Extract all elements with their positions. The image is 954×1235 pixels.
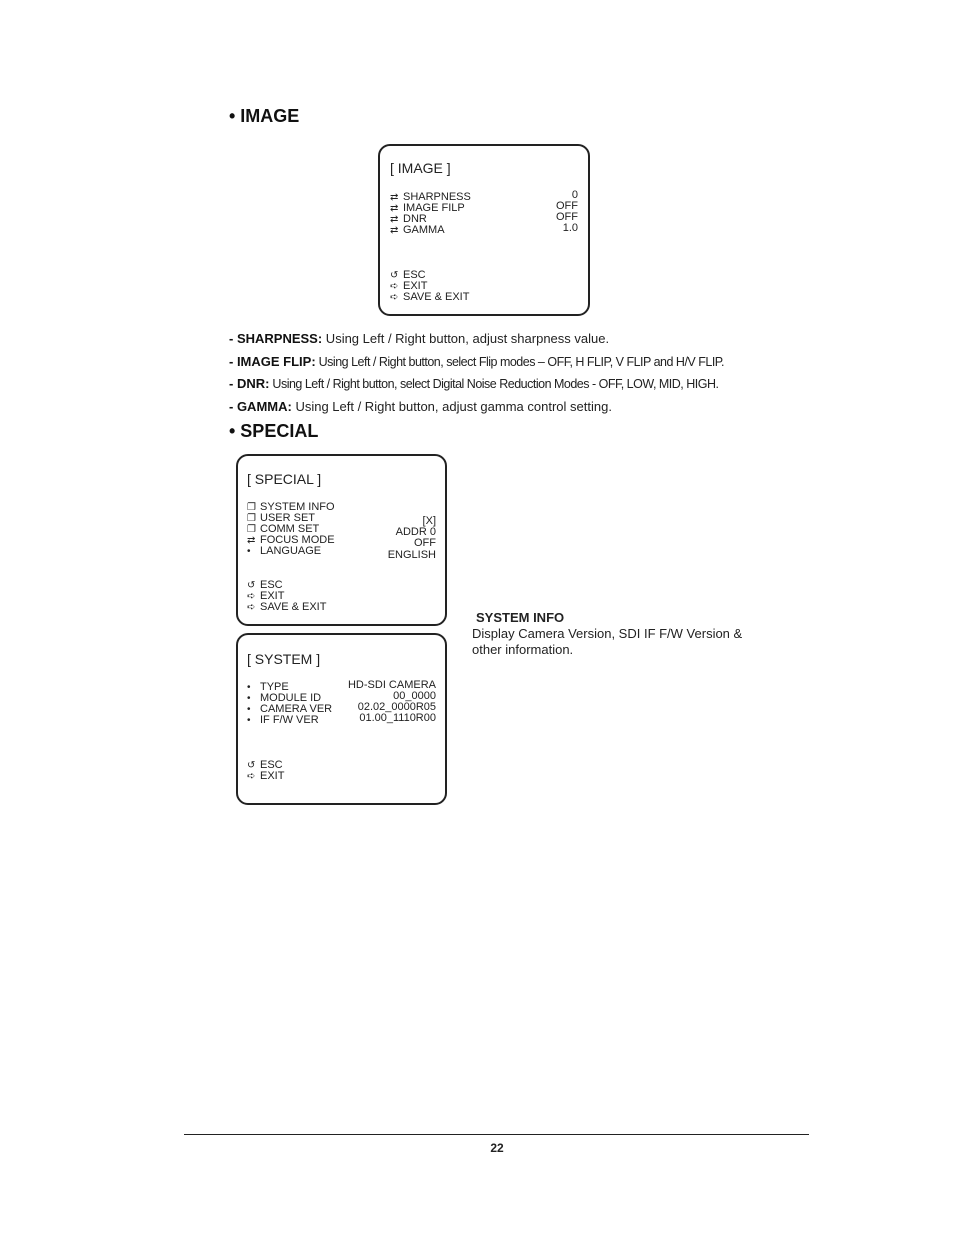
exit-icon: ➪ bbox=[247, 591, 256, 602]
adjust-icon: ⇄ bbox=[390, 192, 399, 203]
esc-icon: ↺ bbox=[247, 760, 256, 771]
action-exit[interactable]: ➪ EXIT bbox=[247, 770, 285, 782]
value-user-set: [X] bbox=[422, 515, 436, 527]
desc-sharpness: - SHARPNESS: Using Left / Right button, adjust sharpness value. bbox=[229, 331, 610, 346]
submenu-icon: ❐ bbox=[247, 524, 256, 535]
desc-dnr: - DNR: Using Left / Right button, select Digital Noise Reduction Modes - OFF, LOW, MID, HIGH. bbox=[229, 376, 719, 391]
menu-item-dnr[interactable]: ⇄ DNR bbox=[390, 213, 427, 225]
save-exit-icon: ➪ bbox=[247, 602, 256, 613]
exit-icon: ➪ bbox=[247, 771, 256, 782]
value-if-fw-ver: 01.00_1110R00 bbox=[359, 712, 436, 724]
image-section-title: • IMAGE bbox=[229, 106, 300, 126]
menu-item-comm-set[interactable]: ❐ COMM SET bbox=[247, 523, 320, 535]
bullet-icon: • bbox=[247, 546, 251, 557]
value-language: ENGLISH bbox=[387, 549, 436, 561]
action-exit[interactable]: ➪ EXIT bbox=[390, 280, 428, 292]
adjust-icon: ⇄ bbox=[247, 535, 256, 546]
menu-item-system-info[interactable]: ❐ SYSTEM INFO bbox=[247, 501, 335, 513]
desc-image-flip: - IMAGE FLIP: Using Left / Right button, select Flip modes – OFF, H FLIP, V FLIP and H/V FLIP. bbox=[229, 354, 724, 369]
image-osd-menu bbox=[378, 144, 590, 316]
special-menu-title: [ SPECIAL ] bbox=[247, 471, 322, 487]
action-save-exit[interactable]: ➪ SAVE & EXIT bbox=[247, 601, 327, 613]
value-image-flip: OFF bbox=[556, 200, 578, 212]
esc-icon: ↺ bbox=[247, 580, 256, 591]
system-menu-title: [ SYSTEM ] bbox=[247, 651, 321, 667]
exit-icon: ➪ bbox=[390, 281, 399, 292]
value-type: HD-SDI CAMERA bbox=[347, 679, 436, 691]
action-exit[interactable]: ➪ EXIT bbox=[247, 590, 285, 602]
value-gamma: 1.0 bbox=[562, 222, 578, 234]
desc-gamma: - GAMMA: Using Left / Right button, adjust gamma control setting. bbox=[229, 399, 612, 414]
system-item-module-id: • MODULE ID bbox=[247, 692, 322, 704]
adjust-icon: ⇄ bbox=[390, 214, 399, 225]
system-item-if-fw-ver: • IF F/W VER bbox=[247, 714, 319, 726]
image-menu-title: [ IMAGE ] bbox=[390, 160, 451, 176]
system-item-type: • TYPE bbox=[247, 681, 289, 693]
system-info-heading: SYSTEM INFO bbox=[476, 610, 565, 625]
menu-item-user-set[interactable]: ❐ USER SET bbox=[247, 512, 316, 524]
system-osd-menu bbox=[236, 633, 447, 805]
value-sharpness: 0 bbox=[571, 189, 578, 201]
value-camera-ver: 02.02_0000R05 bbox=[357, 701, 436, 713]
submenu-icon: ❐ bbox=[247, 513, 256, 524]
action-esc[interactable]: ↺ ESC bbox=[247, 759, 283, 771]
page-number: 22 bbox=[490, 1141, 504, 1155]
adjust-icon: ⇄ bbox=[390, 225, 399, 236]
menu-item-gamma[interactable]: ⇄ GAMMA bbox=[390, 224, 445, 236]
bullet-icon: • bbox=[247, 682, 251, 693]
action-esc[interactable]: ↺ ESC bbox=[247, 579, 283, 591]
action-save-exit[interactable]: ➪ SAVE & EXIT bbox=[390, 291, 470, 303]
value-comm-set: ADDR 0 bbox=[395, 526, 436, 538]
bullet-icon: • bbox=[247, 704, 251, 715]
menu-item-image-flip[interactable]: ⇄ IMAGE FILP bbox=[390, 202, 465, 214]
system-item-camera-ver: • CAMERA VER bbox=[247, 703, 333, 715]
special-section-title: • SPECIAL bbox=[229, 421, 319, 441]
value-focus-mode: OFF bbox=[414, 537, 436, 549]
bullet-icon: • bbox=[247, 693, 251, 704]
system-info-line2: other information. bbox=[472, 642, 574, 657]
value-dnr: OFF bbox=[556, 211, 578, 223]
value-module-id: 00_0000 bbox=[393, 690, 436, 702]
special-osd-menu bbox=[236, 454, 447, 626]
system-info-line1: Display Camera Version, SDI IF F/W Version & bbox=[472, 626, 743, 641]
action-esc[interactable]: ↺ ESC bbox=[390, 269, 426, 281]
bullet-icon: • bbox=[247, 715, 251, 726]
save-exit-icon: ➪ bbox=[390, 292, 399, 303]
menu-item-sharpness[interactable]: ⇄ SHARPNESS bbox=[390, 191, 471, 203]
esc-icon: ↺ bbox=[390, 270, 399, 281]
adjust-icon: ⇄ bbox=[390, 203, 399, 214]
menu-item-language[interactable]: • LANGUAGE bbox=[247, 545, 322, 557]
submenu-icon: ❐ bbox=[247, 502, 256, 513]
footer-divider bbox=[184, 1134, 809, 1135]
menu-item-focus-mode[interactable]: ⇄ FOCUS MODE bbox=[247, 534, 335, 546]
